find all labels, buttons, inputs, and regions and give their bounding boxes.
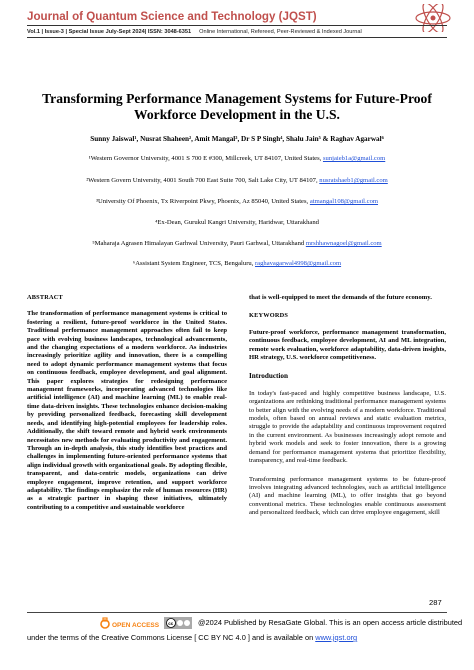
affiliation-text: ⁶Assistant System Engineer, TCS, Bengaluru,: [132, 260, 255, 267]
affiliation-5: [27, 240, 447, 247]
affiliation-text: ⁴Ex-Dean, Gurukul Kangri University, Haridwar, Uttarakhand: [155, 219, 319, 226]
author-email-link[interactable]: sunjaieb1a@gmail.com: [322, 155, 386, 162]
affiliation-text: ²Western Govern University, 4001 South 700 East Suite 700, Salt Lake City, UT 84107,: [86, 177, 320, 184]
header-top-rule: [27, 25, 447, 26]
paper-title: [27, 91, 447, 123]
cc-badge-label: cc: [168, 621, 174, 626]
issue-line: Vol.1 | Issue-3 | Special Issue July-Sept 2024| ISSN: 3048-6351: [27, 29, 192, 35]
paper-title-line-2: Workforce Development in the U.S.: [134, 107, 340, 122]
footer-rule: [27, 612, 447, 613]
footer-license-line-1: @2024 Published by ResaGate Global. This is an open access article distributed: [198, 618, 463, 627]
author-email-link[interactable]: raghavagarwal4998@gmail.com: [254, 260, 342, 267]
introduction-paragraph-1: In today's fast-paced and highly competitive business landscape, U.S. organizations are rethinking traditional performance management systems to better align with the evolving needs of a modern workforce. Traditional models, often based on annual reviews and static evaluation metrics, struggle to provide the adaptability and continuous improvement required in the current environment. As businesses increasingly adopt remote and hybrid work models and seek to foster innovation, there is a growing demand for performance management systems that prioritize flexibility, transparency, and real-time feedback.: [249, 389, 446, 465]
affiliation-6: [27, 260, 447, 267]
open-access-label: OPEN ACCESS: [112, 622, 160, 629]
keywords-body: Future-proof workforce, performance management transformation, continuous feedback, employee development, AI and ML integration, remote work evaluation, workforce adaptability, data-driven insights, HR strategy, U.S. workforce competitiveness.: [249, 328, 446, 362]
author-list: Sunny Jaiswal¹, Nusrat Shaheen², Amit Mangal³, Dr S P Singh⁴, Shalu Jain⁵ & Raghav Agarwal⁶: [90, 135, 384, 143]
creative-commons-badge-icon: [164, 617, 192, 629]
issue-bar: [27, 29, 447, 35]
paper-title-line-1: Transforming Performance Management Systems for Future-Proof: [42, 91, 432, 106]
journal-logo-icon: [413, 4, 453, 32]
header-bottom-rule: [27, 37, 447, 38]
journal-website-link[interactable]: www.jqst.org: [315, 633, 358, 642]
affiliation-text: ¹Western Governor University, 4001 S 700 E #300, Millcreek, UT 84107, United States,: [88, 155, 323, 162]
footer-license-line-2: [27, 633, 357, 642]
page-number: 287: [429, 598, 442, 607]
journal-subtitle: Online International, Refereed, Peer-Reviewed & Indexed Journal: [199, 29, 362, 35]
introduction-heading: Introduction: [249, 372, 289, 381]
introduction-paragraph-2: Transforming performance management systems to be future-proof involves integrating advanced technologies, such as artificial intelligence (AI) and machine learning (ML), to offer insights that go beyond conventional metrics. These technologies enable continuous assessment and personalized feedback, which can drive employee engagement, skill: [249, 475, 446, 517]
abstract-continuation: that is well-equipped to meet the demands of the future economy.: [249, 294, 432, 301]
affiliation-3: [27, 198, 447, 205]
keywords-heading: KEYWORDS: [249, 312, 289, 320]
affiliation-4: [27, 219, 447, 226]
right-column: [249, 294, 446, 518]
author-email-link[interactable]: nusratshaeb1@gmail.com: [319, 177, 388, 184]
abstract-body: The transformation of performance management systems is critical to fostering a resilient, future-proof workforce in the United States. Traditional performance management approaches often fail to keep pace with evolving business landscapes, technological advancements, and the changing expectations of a modern workforce. As industries increasingly prioritize agility and innovation, there is a compelling need to adopt dynamic performance management systems that focus on continuous feedback, employee development, and goal alignment. This paper explores strategies for redesigning performance management frameworks, incorporating advanced technologies like artificial intelligence (AI) and machine learning (ML) to enable real-time data-driven insights. These technologies enhance decision-making by providing personalized feedback, forecasting skill development needs, and identifying high-potential employees for leadership roles. Additionally, the shift toward remote and hybrid work environments necessitates new methods for evaluating productivity and engagement. Through an in-depth analysis, this study identifies best practices and challenges in implementing future-oriented performance systems that align individual growth with organizational goals. By adopting flexible, transparent, and data-centric models, organizations can drive employee engagement, improve retention, and support workforce adaptability. The findings emphasize the role of human resources (HR) as a strategic partner in shaping these initiatives, ultimately contributing to a competitive and sustainable workforce: [27, 310, 227, 511]
author-email-link[interactable]: mrshhawnagoel@gmail.com: [305, 240, 382, 247]
affiliation-text: ³University Of Phoenix, Tx Riverpoint Pkwy, Phoenix, Az 85040, United States,: [95, 198, 310, 205]
open-access-logo-icon: [99, 617, 161, 631]
abstract-heading: ABSTRACT: [27, 294, 63, 301]
abstract-column: [27, 294, 227, 512]
affiliation-text: ⁵Maharaja Agrasen Himalayan Garhwal University, Pauri Garhwal, Uttarakhand: [92, 240, 306, 247]
journal-title: Journal of Quantum Science and Technology (JQST): [27, 10, 317, 23]
affiliation-1: [27, 155, 447, 162]
author-email-link[interactable]: atmangal108@gmail.com: [309, 198, 379, 205]
affiliation-2: [27, 177, 447, 184]
footer-license-text: under the terms of the Creative Commons License [ CC BY NC 4.0 ] and is available on: [27, 633, 316, 642]
